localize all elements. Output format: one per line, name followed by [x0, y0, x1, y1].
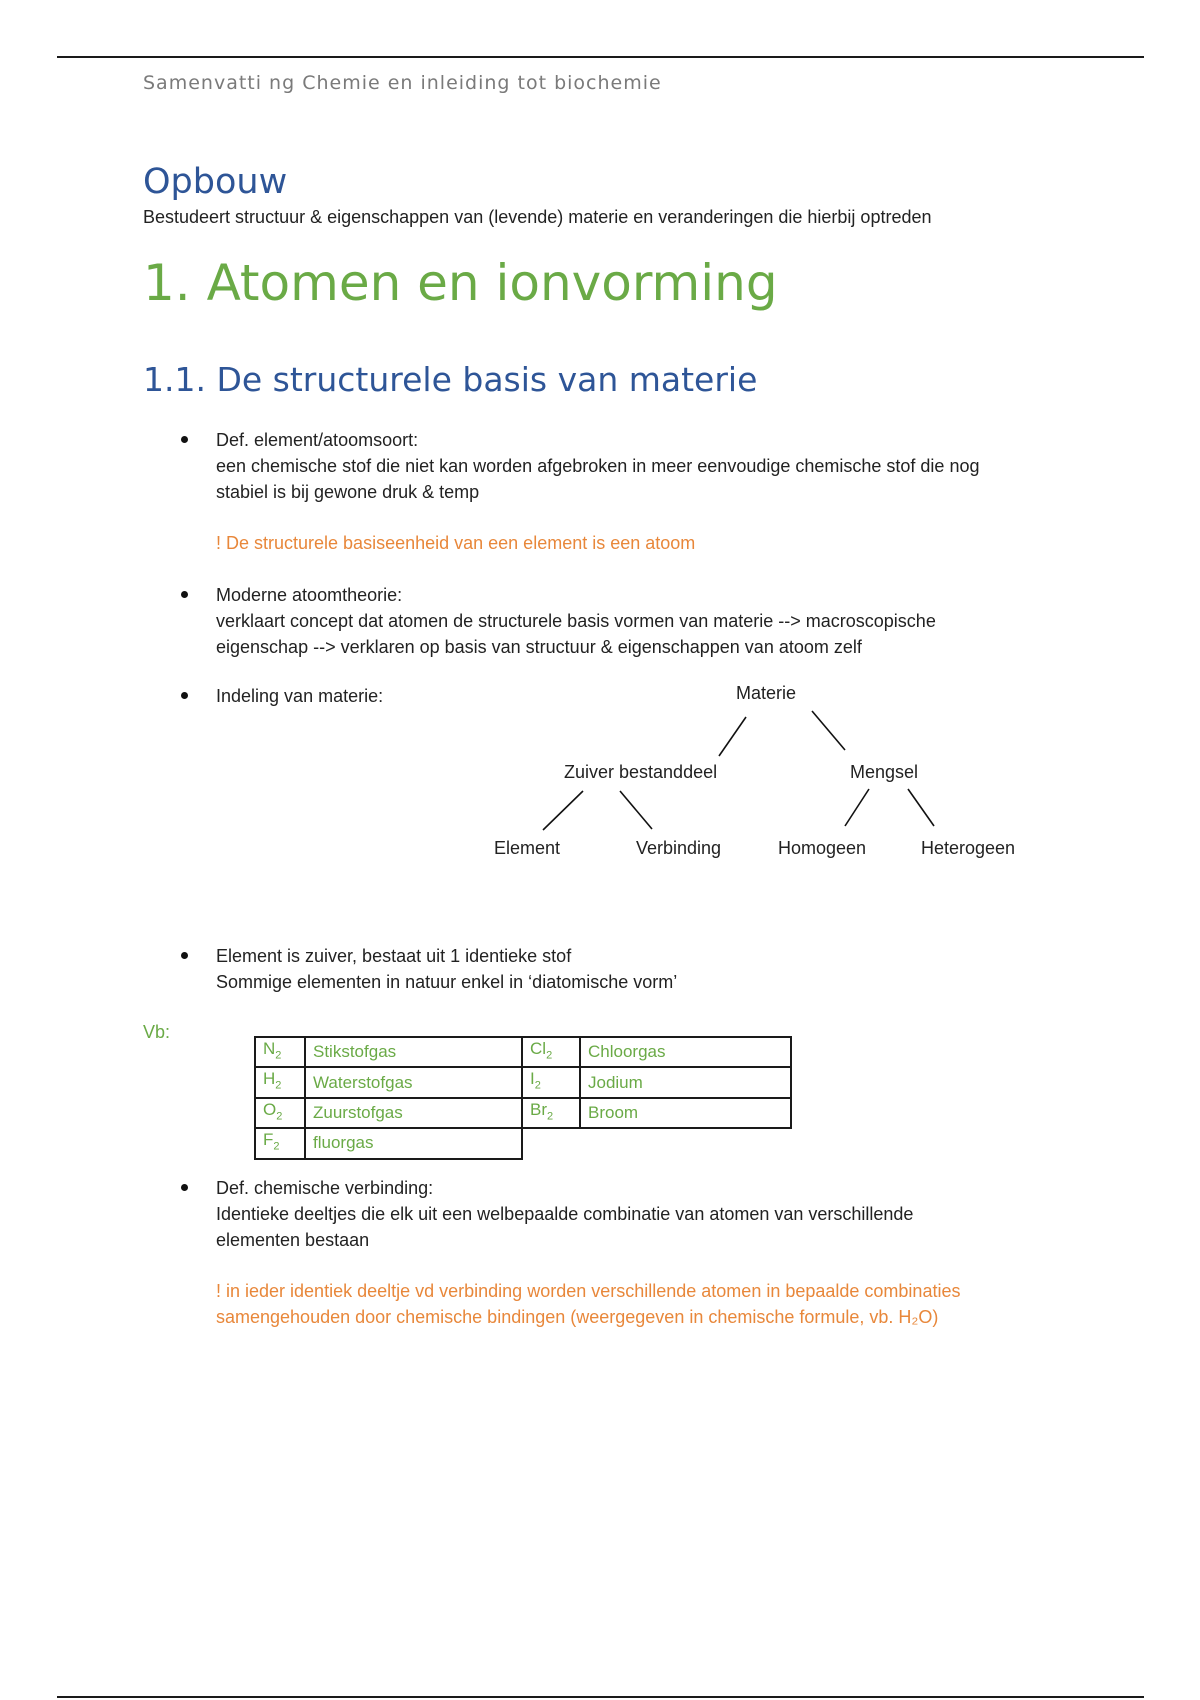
tree-node-root: Materie — [736, 683, 797, 703]
table-cell-empty — [522, 1128, 580, 1158]
table-cell-empty — [580, 1128, 791, 1158]
bullet-dot — [181, 1184, 188, 1191]
table-row — [255, 1067, 791, 1097]
bullet-element-pure — [216, 943, 677, 995]
tree-connector — [620, 791, 652, 829]
opbouw-heading: Opbouw — [143, 162, 288, 202]
tree-connector — [543, 791, 583, 830]
table-cell-name: Chloorgas — [580, 1037, 791, 1067]
bullet-line: Element is zuiver, bestaat uit 1 identieke stof — [216, 946, 572, 966]
table-cell-symbol: $O_2$ — [255, 1098, 305, 1128]
running-header: Samenvatti ng Chemie en inleiding tot biochemie — [143, 72, 662, 94]
table-cell-symbol: $I_2$ — [522, 1067, 580, 1097]
table-cell-name: Waterstofgas — [305, 1067, 522, 1097]
table-cell-symbol: $F_2$ — [255, 1128, 305, 1158]
bullet-line: verklaart concept dat atomen de structurele basis vormen van materie --> macroscopische — [216, 611, 936, 631]
tree-node-pure: Zuiver bestanddeel — [564, 762, 718, 782]
bullet-line: eigenschap --> verklaren op basis van structuur & eigenschappen van atoom zelf — [216, 637, 862, 657]
chapter-title: 1. Atomen en ionvorming — [143, 254, 778, 312]
tree-connector — [719, 717, 746, 756]
tree-connector — [812, 711, 845, 750]
tree-leaf-element: Element — [494, 838, 561, 858]
table-row — [255, 1098, 791, 1128]
bullet-line: Moderne atoomtheorie: — [216, 585, 403, 605]
bullet-line: Def. element/atoomsoort: — [216, 430, 419, 450]
table-cell-name: Stikstofgas — [305, 1037, 522, 1067]
note-line: samengehouden door chemische bindingen (weergegeven in chemische formule, vb. H₂O) — [216, 1307, 939, 1327]
bottom-rule — [57, 1696, 1144, 1698]
bullet-line: Identieke deeltjes die elk uit een welbepaalde combinatie van atomen van verschillende — [216, 1204, 914, 1224]
bullet-line: Sommige elementen in natuur enkel in ‘diatomische vorm’ — [216, 972, 678, 992]
table-cell-symbol: $Cl_2$ — [522, 1037, 580, 1067]
table-cell-name: Jodium — [580, 1067, 791, 1097]
table-cell-name: fluorgas — [305, 1128, 522, 1158]
bullet-line: Indeling van materie: — [216, 686, 384, 706]
tree-node-mixture: Mengsel — [850, 762, 919, 782]
table-cell-symbol: $N_2$ — [255, 1037, 305, 1067]
opbouw-text: Bestudeert structuur & eigenschappen van (levende) materie en veranderingen die hierbij optreden — [143, 207, 932, 227]
tree-connector — [908, 789, 934, 826]
tree-leaf-compound: Verbinding — [636, 838, 722, 858]
tree-connector — [845, 789, 869, 826]
diatomic-table — [254, 1036, 792, 1160]
tree-leaf-homogeneous: Homogeen — [778, 838, 867, 858]
bullet-line: Def. chemische verbinding: — [216, 1178, 434, 1198]
note-compound — [216, 1278, 960, 1330]
table-row — [255, 1037, 791, 1067]
bullet-line: stabiel is bij gewone druk & temp — [216, 482, 480, 502]
table-cell-symbol: $Br_2$ — [522, 1098, 580, 1128]
table-cell-name: Broom — [580, 1098, 791, 1128]
table-cell-name: Zuurstofgas — [305, 1098, 522, 1128]
example-label: Vb: — [143, 1022, 171, 1042]
bullet-compound-definition — [216, 1175, 913, 1253]
bullet-line: een chemische stof die niet kan worden afgebroken in meer eenvoudige chemische stof die nog — [216, 456, 980, 476]
table-cell-symbol: $H_2$ — [255, 1067, 305, 1097]
note-line: ! De structurele basiseenheid van een element is een atoom — [216, 533, 696, 553]
section-title: 1.1. De structurele basis van materie — [143, 360, 758, 399]
table-row — [255, 1128, 791, 1158]
note-line: ! in ieder identiek deeltje vd verbinding worden verschillende atomen in bepaalde combinaties — [216, 1281, 961, 1301]
bullet-line: elementen bestaan — [216, 1230, 370, 1250]
bullet-dot — [181, 952, 188, 959]
tree-leaf-heterogeneous: Heterogeen — [921, 838, 1016, 858]
